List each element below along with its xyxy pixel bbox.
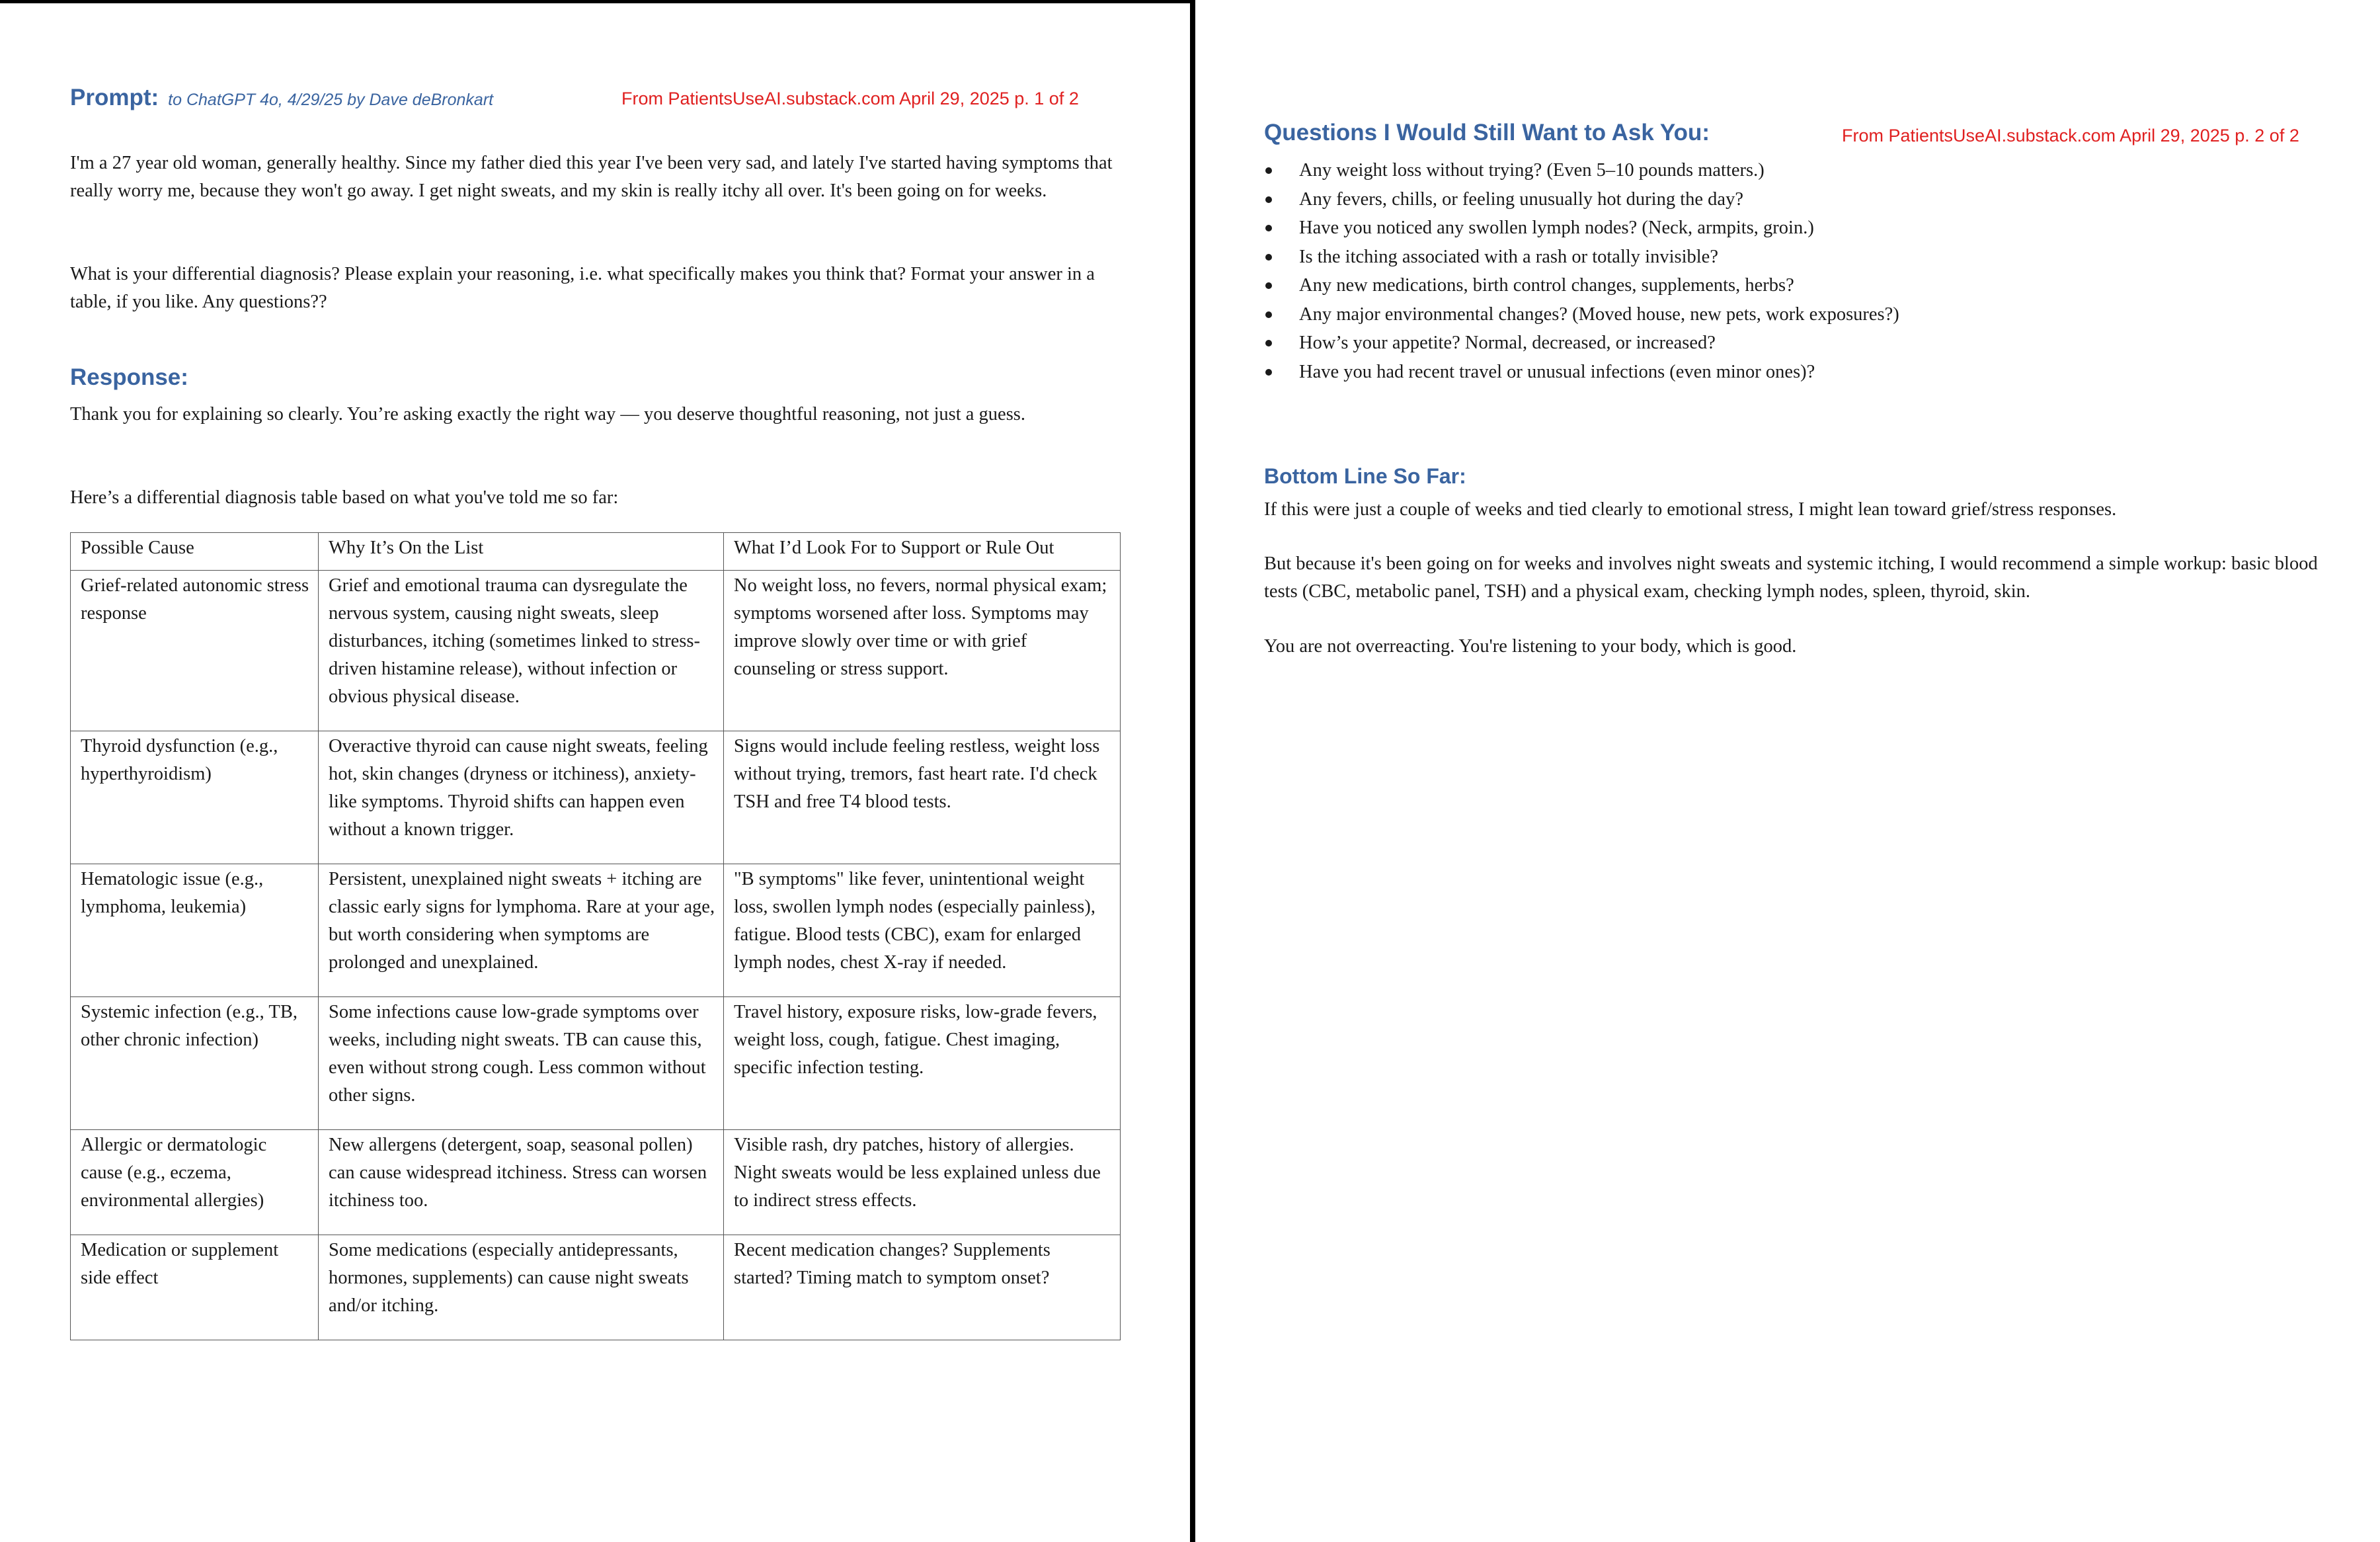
table-cell: Grief and emotional trauma can dysregulate the nervous system, causing night sweats, sleep disturbances, itching (sometimes linked to stress-driven histamine release), without infection or obvious physical disease. bbox=[319, 571, 724, 731]
page-top-border bbox=[0, 0, 1195, 3]
list-item: Any new medications, birth control changes, supplements, herbs? bbox=[1264, 271, 2322, 300]
list-item: Have you had recent travel or unusual infections (even minor ones)? bbox=[1264, 358, 2322, 387]
prompt-paragraph-2: What is your differential diagnosis? Please explain your reasoning, i.e. what specifically makes you think that? Format your answer in a table, if you like. Any questions?? bbox=[70, 264, 1095, 312]
table-cell: Visible rash, dry patches, history of allergies. Night sweats would be less explained unless due to indirect stress effects. bbox=[724, 1130, 1121, 1235]
source-line-page-2: From PatientsUseAI.substack.com April 29, 2025 p. 2 of 2 bbox=[1842, 126, 2299, 145]
table-header-cell: Why It’s On the List bbox=[319, 533, 724, 571]
table-cell: Persistent, unexplained night sweats + itching are classic early signs for lymphoma. Rare at your age, but worth considering when symptoms are prolonged and unexplained. bbox=[319, 864, 724, 997]
page-divider bbox=[1190, 0, 1195, 1542]
differential-diagnosis-table bbox=[70, 532, 1121, 1340]
prompt-heading: Prompt: bbox=[70, 85, 159, 110]
table-header-row bbox=[71, 533, 1121, 571]
list-item: Have you noticed any swollen lymph nodes? (Neck, armpits, groin.) bbox=[1264, 214, 2322, 243]
questions-list bbox=[1264, 156, 2322, 386]
table-cell: "B symptoms" like fever, unintentional weight loss, swollen lymph nodes (especially painless), fatigue. Blood tests (CBC), exam for enlarged lymph nodes, chest X-ray if needed. bbox=[724, 864, 1121, 997]
table-row bbox=[71, 731, 1121, 864]
list-item: Is the itching associated with a rash or totally invisible? bbox=[1264, 243, 2322, 272]
response-paragraph-2: Here’s a differential diagnosis table based on what you've told me so far: bbox=[70, 487, 619, 508]
table-cell: Recent medication changes? Supplements started? Timing match to symptom onset? bbox=[724, 1235, 1121, 1340]
bottom-line-heading: Bottom Line So Far: bbox=[1264, 464, 1466, 488]
table-row bbox=[71, 997, 1121, 1130]
list-item: Any major environmental changes? (Moved house, new pets, work exposures?) bbox=[1264, 300, 2322, 329]
table-cell: Some infections cause low-grade symptoms over weeks, including night sweats. TB can cause this, even without strong cough. Less common without other signs. bbox=[319, 997, 724, 1130]
table-cell: Some medications (especially antidepressants, hormones, supplements) can cause night sweats and/or itching. bbox=[319, 1235, 724, 1340]
bottom-line-paragraph-2: But because it's been going on for weeks and involves night sweats and systemic itching, I would recommend a simple workup: basic blood tests (CBC, metabolic panel, TSH) and a physical exam, checking lymph nodes, spleen, thyroid, skin. bbox=[1264, 553, 2318, 602]
prompt-paragraph-1: I'm a 27 year old woman, generally healthy. Since my father died this year I've been very sad, and lately I've started having symptoms that really worry me, because they won't go away. I get night sweats, and my skin is really itchy all over. It's been going on for weeks. bbox=[70, 153, 1113, 201]
questions-heading: Questions I Would Still Want to Ask You: bbox=[1264, 120, 1710, 145]
bottom-line-paragraph-1: If this were just a couple of weeks and tied clearly to emotional stress, I might lean toward grief/stress responses. bbox=[1264, 499, 2117, 520]
source-line-page-1: From PatientsUseAI.substack.com April 29, 2025 p. 1 of 2 bbox=[621, 89, 1079, 108]
table-row bbox=[71, 1130, 1121, 1235]
table-cell: Systemic infection (e.g., TB, other chronic infection) bbox=[71, 997, 319, 1130]
table-cell: Allergic or dermatologic cause (e.g., eczema, environmental allergies) bbox=[71, 1130, 319, 1235]
table-cell: Signs would include feeling restless, weight loss without trying, tremors, fast heart rate. I'd check TSH and free T4 blood tests. bbox=[724, 731, 1121, 864]
response-heading: Response: bbox=[70, 364, 188, 390]
list-item: Any fevers, chills, or feeling unusually hot during the day? bbox=[1264, 185, 2322, 214]
table-cell: Thyroid dysfunction (e.g., hyperthyroidism) bbox=[71, 731, 319, 864]
table-cell: Medication or supplement side effect bbox=[71, 1235, 319, 1340]
prompt-byline: to ChatGPT 4o, 4/29/25 by Dave deBronkart bbox=[168, 91, 494, 109]
list-item: How’s your appetite? Normal, decreased, or increased? bbox=[1264, 329, 2322, 358]
bottom-line-paragraph-3: You are not overreacting. You're listening to your body, which is good. bbox=[1264, 636, 1797, 657]
table-row bbox=[71, 1235, 1121, 1340]
table-header-cell: Possible Cause bbox=[71, 533, 319, 571]
prompt-header-row bbox=[70, 85, 1128, 124]
table-cell: No weight loss, no fevers, normal physical exam; symptoms worsened after loss. Symptoms may improve slowly over time or with grief counseling or stress support. bbox=[724, 571, 1121, 731]
response-paragraph-1: Thank you for explaining so clearly. You’re asking exactly the right way — you deserve thoughtful reasoning, not just a guess. bbox=[70, 404, 1026, 425]
list-item: Any weight loss without trying? (Even 5–10 pounds matters.) bbox=[1264, 156, 2322, 185]
table-header-cell: What I’d Look For to Support or Rule Out bbox=[724, 533, 1121, 571]
table-cell: New allergens (detergent, soap, seasonal pollen) can cause widespread itchiness. Stress can worsen itchiness too. bbox=[319, 1130, 724, 1235]
table-cell: Overactive thyroid can cause night sweats, feeling hot, skin changes (dryness or itchiness), anxiety-like symptoms. Thyroid shifts can happen even without a known trigger. bbox=[319, 731, 724, 864]
table-cell: Travel history, exposure risks, low-grade fevers, weight loss, cough, fatigue. Chest imaging, specific infection testing. bbox=[724, 997, 1121, 1130]
table-row bbox=[71, 571, 1121, 731]
table-cell: Hematologic issue (e.g., lymphoma, leukemia) bbox=[71, 864, 319, 997]
table-row bbox=[71, 864, 1121, 997]
table-cell: Grief-related autonomic stress response bbox=[71, 571, 319, 731]
